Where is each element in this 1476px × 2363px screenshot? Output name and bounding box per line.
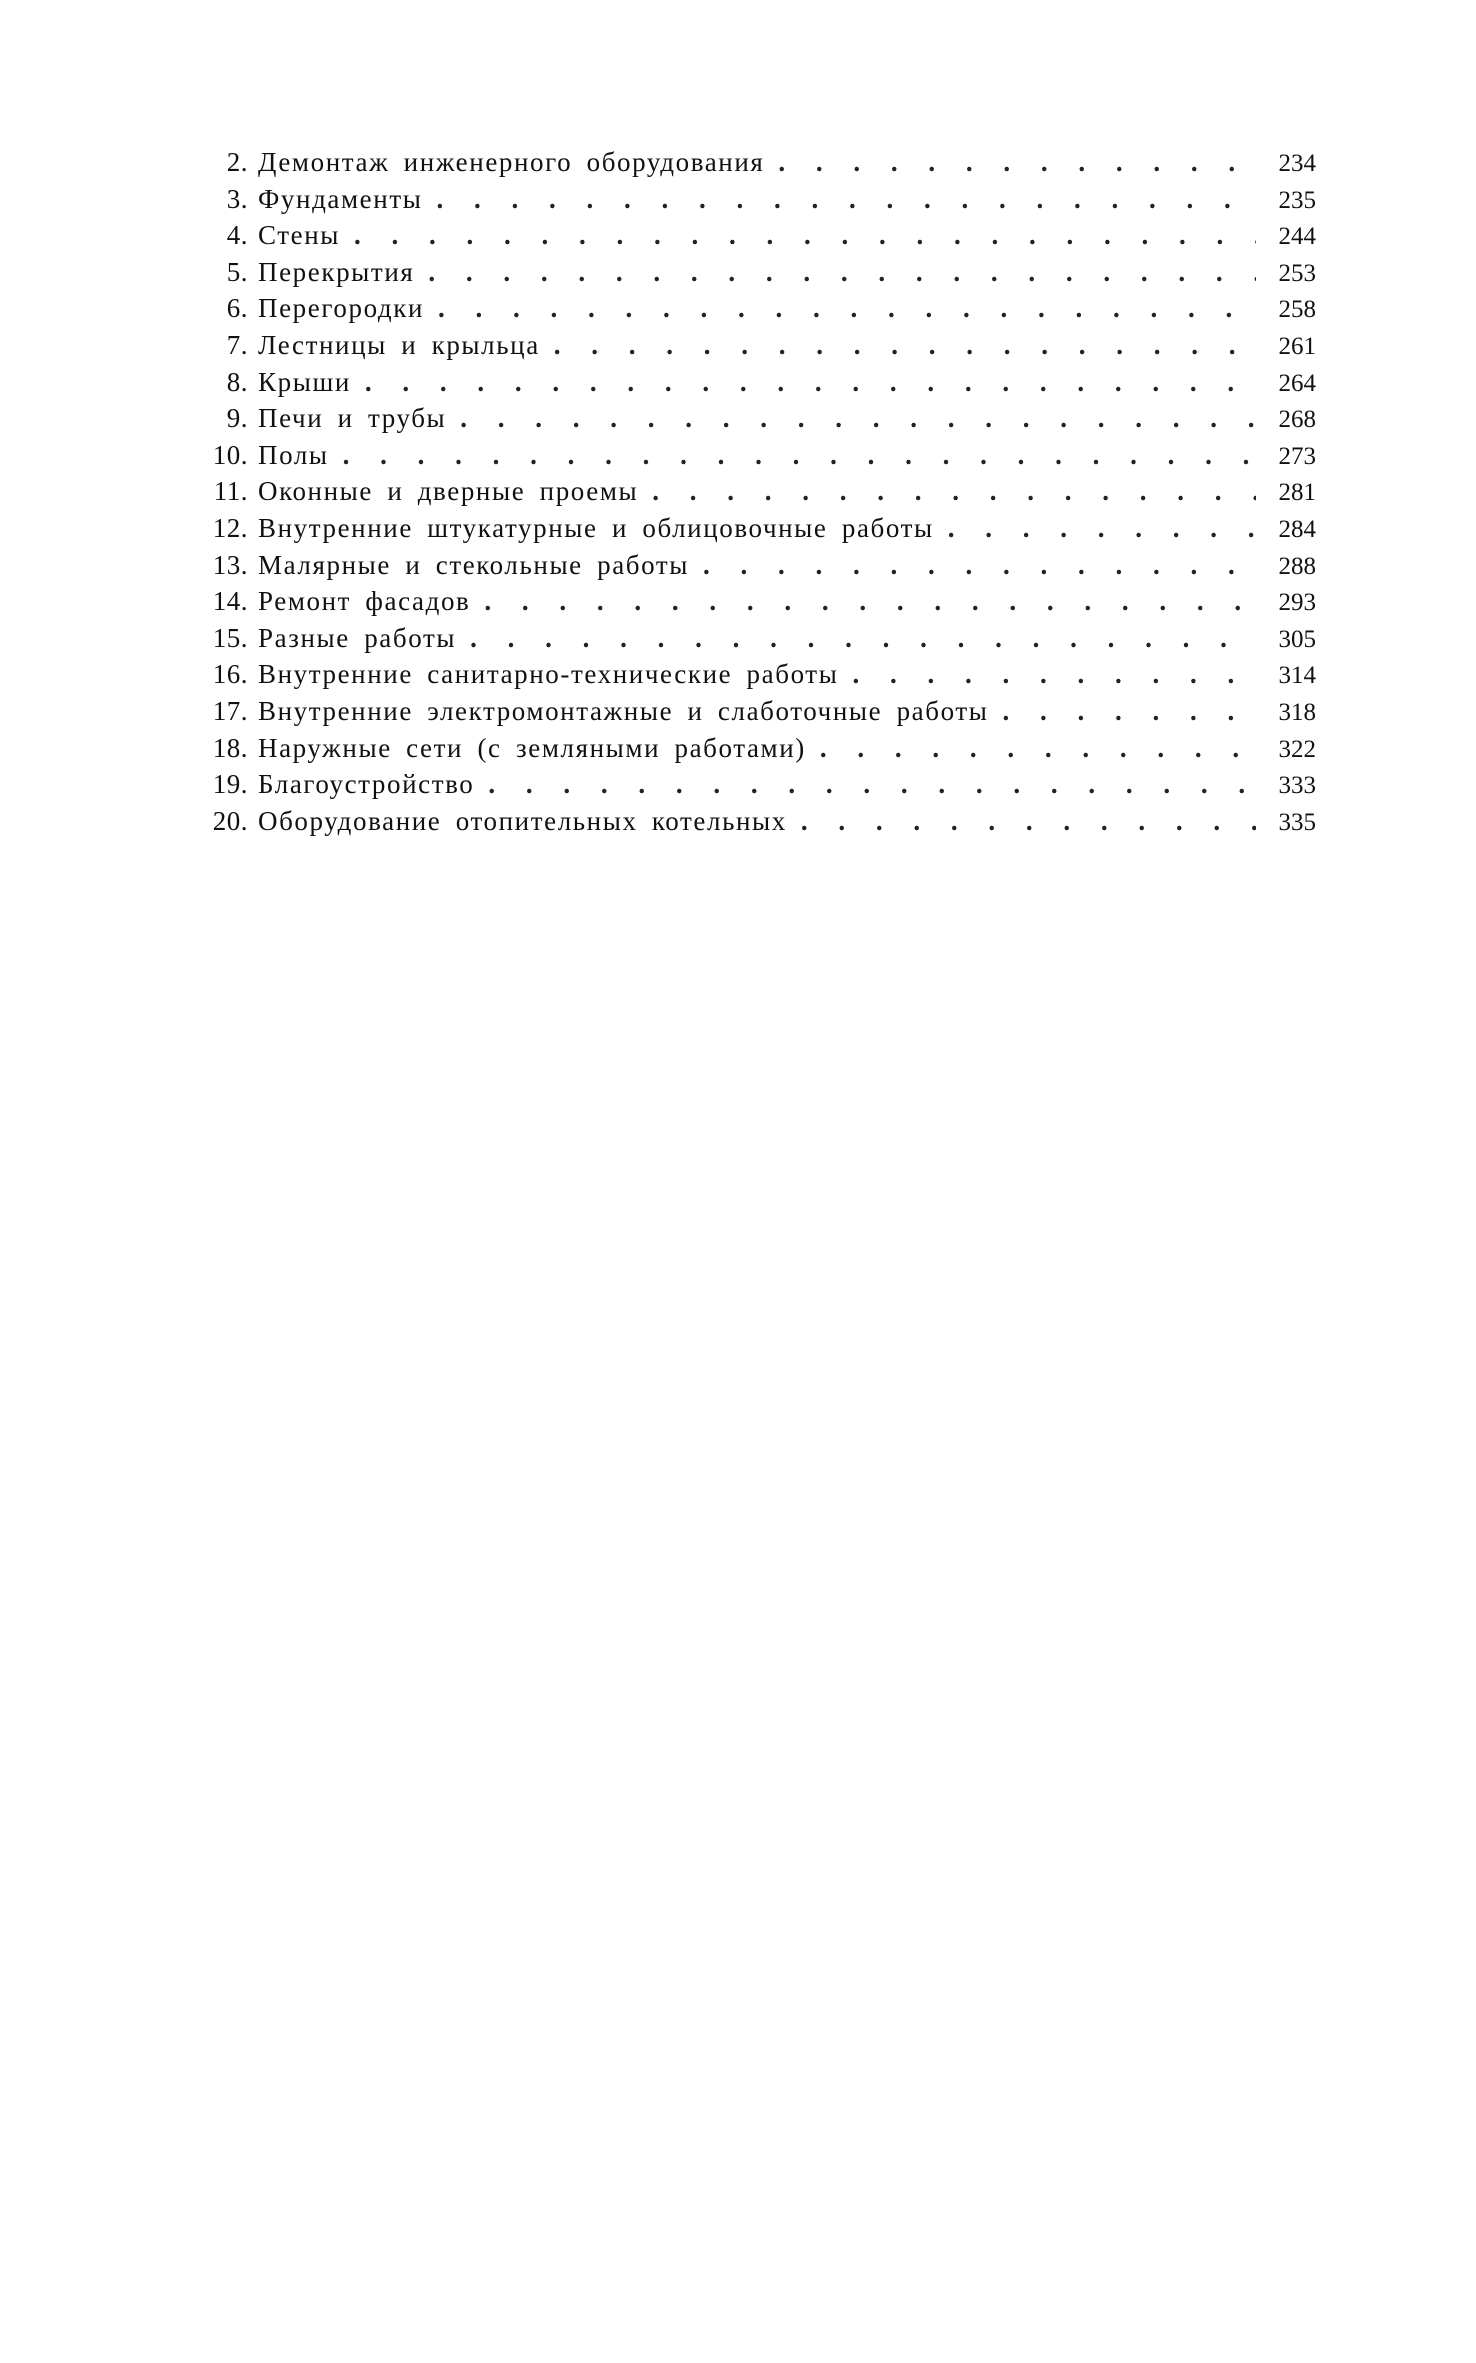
toc-entry-page: 235 (1278, 186, 1316, 214)
toc-entry-title: Ремонт фасадов (258, 586, 471, 617)
toc-entry-number: 6. (226, 293, 248, 324)
toc-entry-page: 284 (1278, 515, 1316, 543)
toc-entry (192, 620, 1316, 657)
toc-entry (192, 510, 1316, 547)
toc-entry-page: 258 (1278, 296, 1316, 324)
toc-entry-number: 9. (226, 403, 248, 434)
toc-entry-page: 244 (1278, 223, 1316, 251)
dot-leader (689, 547, 1256, 584)
toc-entry-page: 333 (1278, 772, 1316, 800)
toc-entry (192, 254, 1316, 291)
toc-entry-title: Наружные сети (с земляными работами) (258, 732, 806, 763)
dot-leader (456, 620, 1256, 657)
toc-entry-title: Оконные и дверные проемы (258, 476, 639, 507)
toc-entry-page: 335 (1278, 808, 1316, 836)
toc-entry (192, 803, 1316, 840)
dot-leader (787, 803, 1256, 840)
toc-entry-number: 3. (226, 183, 248, 214)
dot-leader (764, 144, 1256, 181)
toc-entry-number: 20. (212, 805, 248, 836)
toc-entry (192, 730, 1316, 767)
toc-entry (192, 437, 1316, 474)
dot-leader (340, 217, 1256, 254)
dot-leader (989, 693, 1257, 730)
dot-leader (446, 400, 1256, 437)
toc-entry-title: Фундаменты (258, 183, 423, 214)
table-of-contents (192, 144, 1316, 839)
toc-entry-page: 293 (1278, 589, 1316, 617)
toc-entry (192, 144, 1316, 181)
toc-entry-title: Перегородки (258, 293, 424, 324)
dot-leader (838, 656, 1256, 693)
toc-entry-number: 18. (212, 732, 248, 763)
toc-entry-title: Внутренние штукатурные и облицовочные работы (258, 512, 934, 543)
toc-entry (192, 400, 1316, 437)
toc-entry-page: 268 (1278, 406, 1316, 434)
toc-entry-page: 264 (1278, 369, 1316, 397)
dot-leader (470, 583, 1256, 620)
toc-entry-number: 2. (226, 147, 248, 177)
toc-entry-page: 253 (1278, 259, 1316, 287)
toc-entry (192, 583, 1316, 620)
toc-entry-number: 8. (226, 366, 248, 397)
toc-entry-title: Демонтаж инженерного оборудования (258, 147, 765, 177)
dot-leader (474, 766, 1256, 803)
dot-leader (422, 181, 1256, 218)
toc-entry-page: 318 (1278, 698, 1316, 726)
dot-leader (638, 473, 1256, 510)
dot-leader (806, 730, 1256, 767)
dot-leader (414, 254, 1256, 291)
toc-entry (192, 364, 1316, 401)
dot-leader (540, 327, 1256, 364)
toc-entry (192, 766, 1316, 803)
toc-entry-title: Внутренние электромонтажные и слаботочные работы (258, 695, 989, 726)
toc-entry (192, 693, 1316, 730)
toc-entry (192, 656, 1316, 693)
toc-entry-number: 15. (212, 622, 248, 653)
toc-entry-title: Печи и трубы (258, 403, 447, 434)
toc-entry (192, 217, 1316, 254)
toc-entry-title: Малярные и стекольные работы (258, 549, 690, 580)
toc-entry (192, 290, 1316, 327)
dot-leader (934, 510, 1256, 547)
toc-entry-title: Перекрытия (258, 256, 415, 287)
toc-entry (192, 473, 1316, 510)
toc-entry (192, 181, 1316, 218)
toc-entry-title: Внутренние санитарно-технические работы (258, 659, 839, 690)
dot-leader (329, 437, 1256, 474)
toc-entry-page: 273 (1278, 442, 1316, 470)
toc-entry-page: 314 (1278, 662, 1316, 690)
toc-entry-number: 13. (212, 549, 248, 580)
toc-entry-number: 17. (212, 695, 248, 726)
toc-entry-number: 14. (212, 586, 248, 617)
dot-leader (351, 364, 1256, 401)
toc-entry-title: Оборудование отопительных котельных (258, 805, 787, 836)
toc-entry-number: 16. (212, 659, 248, 690)
toc-entry-title: Благоустройство (258, 769, 475, 800)
toc-entry-number: 19. (212, 769, 248, 800)
toc-entry-page: 305 (1278, 625, 1316, 653)
toc-entry-page: 288 (1278, 552, 1316, 580)
toc-entry (192, 327, 1316, 364)
toc-entry-title: Стены (258, 220, 341, 251)
toc-entry-page: 281 (1278, 479, 1316, 507)
toc-entry-title: Полы (258, 439, 329, 470)
toc-entry-number: 12. (212, 512, 248, 543)
toc-entry-number: 7. (226, 329, 248, 360)
toc-entry-number: 5. (226, 256, 248, 287)
toc-entry-title: Разные работы (258, 622, 457, 653)
toc-entry-number: 10. (212, 439, 248, 470)
toc-entry-page: 322 (1278, 735, 1316, 763)
toc-entry-number: 11. (213, 476, 248, 507)
toc-entry-page: 261 (1278, 332, 1316, 360)
toc-entry-number: 4. (226, 220, 248, 251)
toc-entry-page: 234 (1278, 150, 1316, 177)
toc-entry-title: Крыши (258, 366, 351, 397)
toc-entry (192, 547, 1316, 584)
toc-entry-title: Лестницы и крыльца (258, 329, 540, 360)
dot-leader (424, 290, 1256, 327)
